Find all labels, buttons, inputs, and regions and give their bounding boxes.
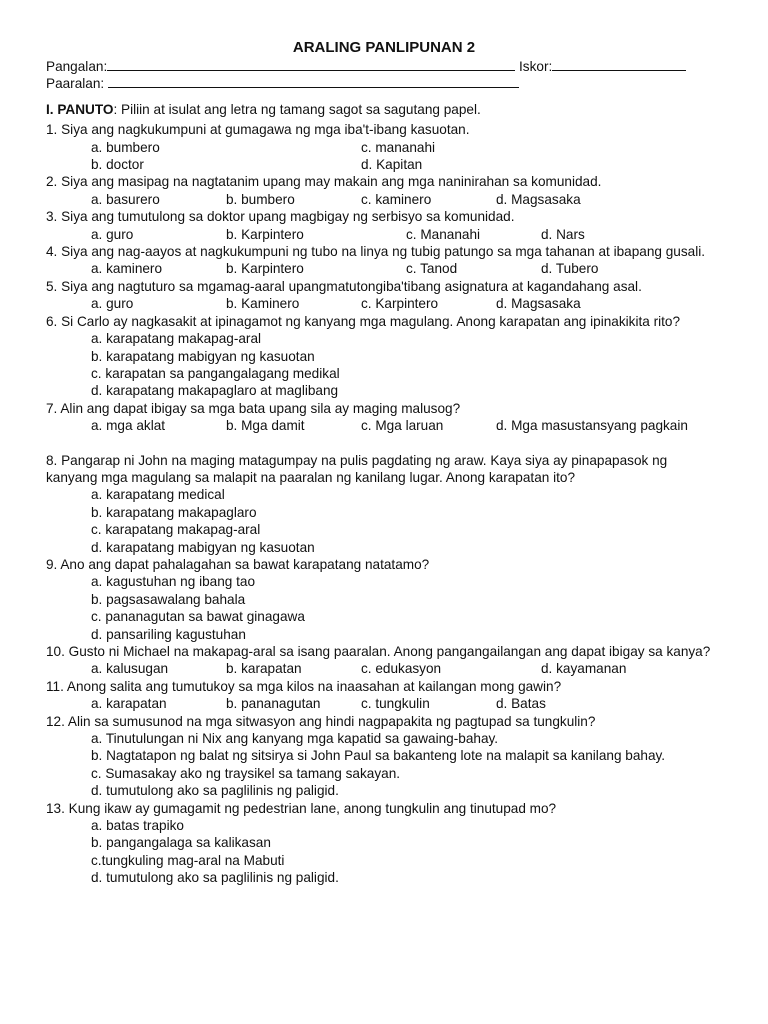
option[interactable]: d. tumutulong ako sa paglilinis ng paligid. [91,783,339,799]
option[interactable]: b. karapatan [226,661,302,677]
spacer [46,435,722,452]
option[interactable]: b. pagsasawalang bahala [91,591,246,607]
option[interactable]: b. Mga damit [226,418,305,434]
options-2 [46,191,722,208]
option[interactable]: d. Kapitan [361,157,423,173]
question-12: 12. Alin sa sumusunod na mga sitwasyon ang hindi nagpapakita ng pagtupad sa tungkulin? [46,713,596,729]
option[interactable]: a. kagustuhan ng ibang tao [91,574,256,590]
option[interactable]: d. karapatang mabigyan ng kasuotan [91,539,315,555]
option[interactable]: c. Mga laruan [361,418,444,434]
options-5 [46,295,722,312]
option[interactable]: d. tumutulong ako sa paglilinis ng paligid. [91,870,339,886]
options-4 [46,260,722,277]
option[interactable]: a. mga aklat [91,418,166,434]
options-7 [46,417,722,434]
question-5: 5. Siya ang nagtuturo sa mgamag-aaral upangmatutongiba'tibang asignatura at kagandahang asal. [46,278,642,294]
option[interactable]: a. karapatan [91,696,167,712]
question-11: 11. Anong salita ang tumutukoy sa mga kilos na inaasahan at kailangan mong gawin? [46,678,562,694]
option[interactable]: c. karapatan sa pangangalagang medikal [91,365,340,381]
option[interactable]: a. karapatang medical [91,487,225,503]
question-8: 8. Pangarap ni John na maging matagumpay na pulis pagdating ng araw. Kaya siya ay pinapapasok ng kanyang mga magulang sa malapit na paaralan ng kanilang lugar. Anong karapatan ito? [46,452,668,485]
option[interactable]: a. Tinutulungan ni Nix ang kanyang mga kapatid sa gawaing-bahay. [91,731,499,747]
option[interactable]: d. Magsasaka [496,296,581,312]
option[interactable]: c.tungkuling mag-aral na Mabuti [91,852,285,868]
question-6: 6. Si Carlo ay nagkasakit at ipinagamot ng kanyang mga magulang. Anong karapatan ang ipinakikita rito? [46,313,681,329]
score-label: Iskor: [519,59,553,74]
option[interactable]: c. Tanod [406,261,458,277]
option[interactable]: a. karapatang makapag-aral [91,331,262,347]
name-label: Pangalan: [46,59,108,74]
option[interactable]: a. batas trapiko [91,818,184,834]
score-blank[interactable] [552,59,686,71]
option[interactable]: b. doctor [91,157,144,173]
option[interactable]: a. guro [91,226,134,242]
option[interactable]: b. bumbero [226,191,295,207]
option[interactable]: a. bumbero [91,139,160,155]
options-1a [46,139,722,156]
option[interactable]: c. kaminero [361,191,432,207]
question-7: 7. Alin ang dapat ibigay sa mga bata upang sila ay maging malusog? [46,400,461,416]
school-blank[interactable] [108,76,519,88]
question-13: 13. Kung ikaw ay gumagamit ng pedestrian lane, anong tungkulin ang tinutupad mo? [46,800,557,816]
school-line [46,75,722,92]
option[interactable]: b. Karpintero [226,226,304,242]
option[interactable]: d. Nars [541,226,585,242]
option[interactable]: b. Kaminero [226,296,300,312]
name-line [46,58,722,75]
option[interactable]: b. pangangalaga sa kalikasan [91,835,271,851]
options-3 [46,226,722,243]
question-3: 3. Siya ang tumutulong sa doktor upang magbigay ng serbisyo sa komunidad. [46,209,515,225]
option[interactable]: b. pananagutan [226,696,321,712]
options-1b [46,156,722,173]
options-10 [46,660,722,677]
question-1: 1. Siya ang nagkukumpuni at gumagawa ng mga iba't-ibang kasuotan. [46,122,470,138]
question-10: 10. Gusto ni Michael na makapag-aral sa isang paaralan. Anong pangangailangan ang dapat ibigay sa kanya? [46,644,711,659]
option[interactable]: d. Tubero [541,261,599,277]
option[interactable]: d. kayamanan [541,661,627,677]
option[interactable]: c. karapatang makapag-aral [91,522,261,538]
option[interactable]: a. basurero [91,191,160,207]
option[interactable]: c. mananahi [361,139,436,155]
instructions-text: : Piliin at isulat ang letra ng tamang sagot sa sagutang papel. [113,101,481,117]
option[interactable]: a. guro [91,296,134,312]
option[interactable]: b. karapatang makapaglaro [91,504,257,520]
option[interactable]: d. Magsasaka [496,191,581,207]
option[interactable]: c. Karpintero [361,296,439,312]
name-blank[interactable] [107,59,515,71]
school-label: Paaralan: [46,76,105,92]
question-9: 9. Ano ang dapat pahalagahan sa bawat karapatang natatamo? [46,556,430,572]
option[interactable]: c. edukasyon [361,661,442,677]
question-2: 2. Siya ang masipag na nagtatanim upang may makain ang mga naninirahan sa komunidad. [46,174,602,190]
option[interactable]: d. Mga masustansyang pagkain [496,418,688,434]
option[interactable]: a. kaminero [91,261,163,277]
option[interactable]: d. Batas [496,696,546,712]
instructions-heading: I. PANUTO [46,101,114,117]
options-11 [46,695,722,712]
option[interactable]: c. Mananahi [406,226,481,242]
question-4: 4. Siya ang nag-aayos at nagkukumpuni ng tubo na linya ng tubig patungo sa mga tahanan at ibapang gusali. [46,244,706,260]
option[interactable]: d. pansariling kagustuhan [91,626,246,642]
option[interactable]: d. karapatang makapaglaro at maglibang [91,383,339,399]
option[interactable]: a. kalusugan [91,661,169,677]
option[interactable]: c. Sumasakay ako ng traysikel sa tamang sakayan. [91,765,401,781]
option[interactable]: b. Karpintero [226,261,304,277]
instructions [46,101,722,118]
option[interactable]: b. Nagtatapon ng balat ng sitsirya si John Paul sa bakanteng lote na malapit sa kanilang bahay. [91,748,666,764]
option[interactable]: c. pananagutan sa bawat ginagawa [91,609,305,625]
option[interactable]: c. tungkulin [361,696,430,712]
option[interactable]: b. karapatang mabigyan ng kasuotan [91,348,315,364]
page-title: ARALING PANLIPUNAN 2 [292,39,476,56]
